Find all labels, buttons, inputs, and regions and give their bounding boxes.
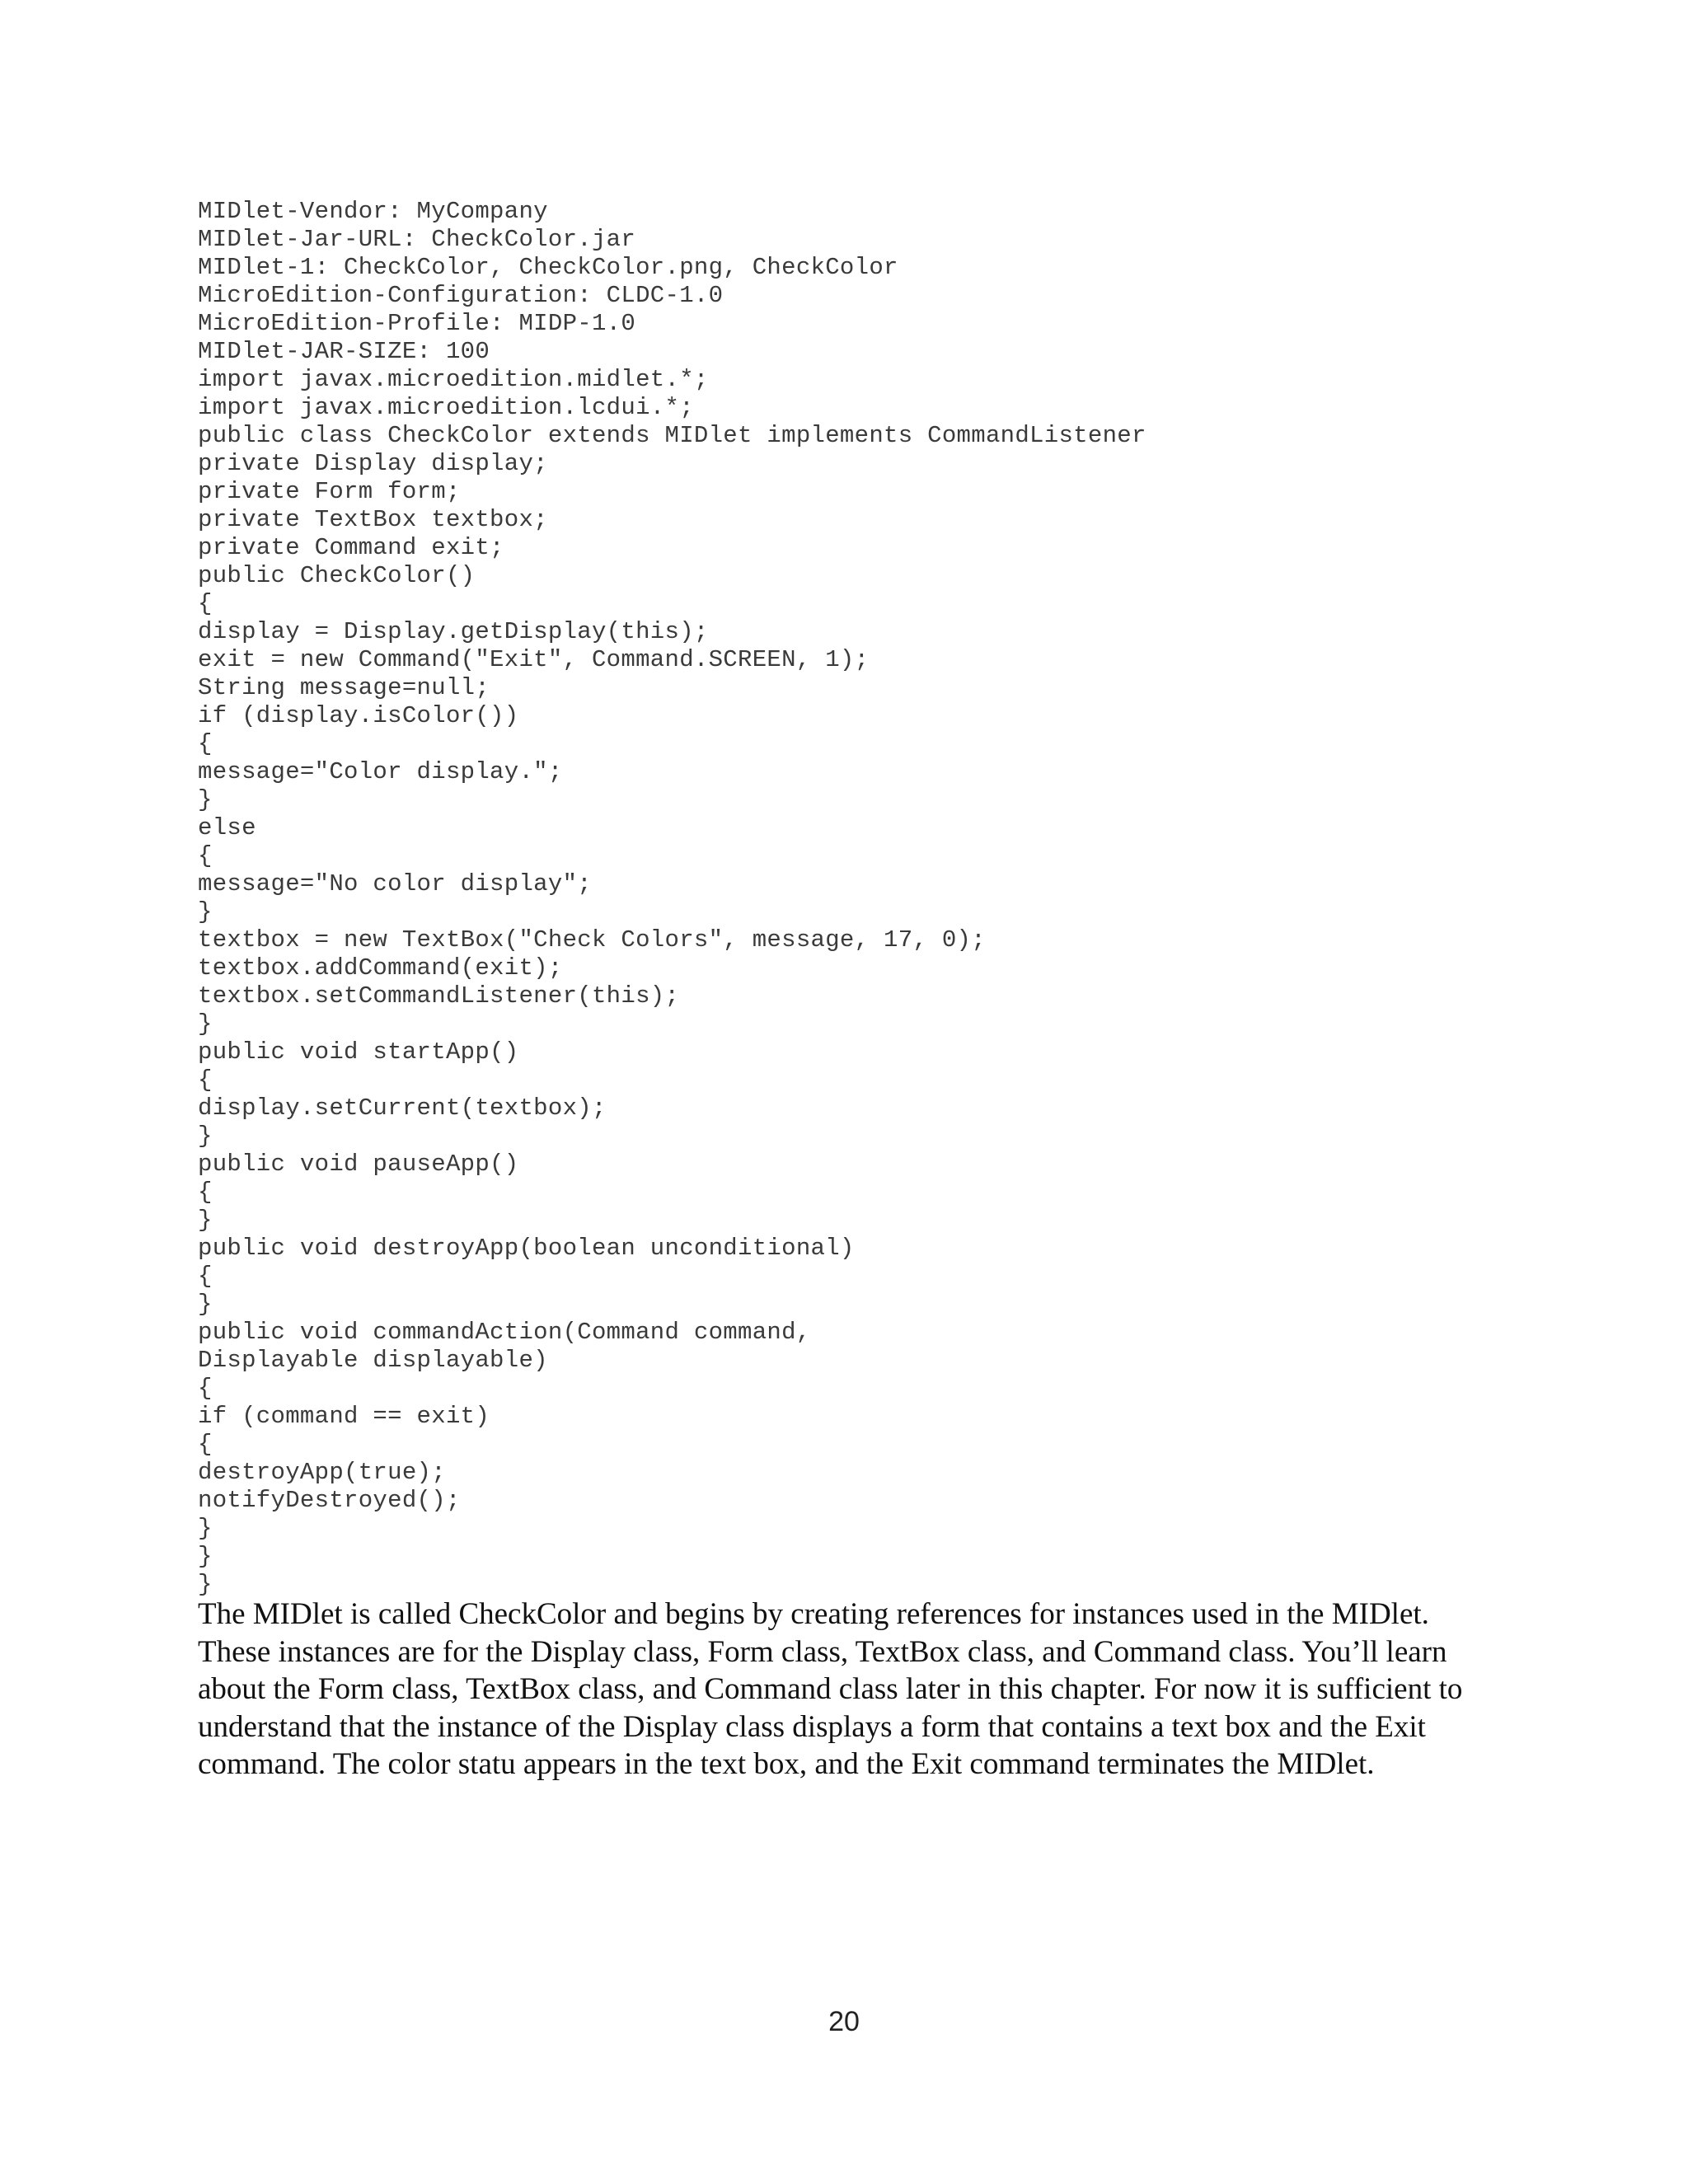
code-line: private Form form; xyxy=(198,478,461,505)
code-line: public void pauseApp() xyxy=(198,1151,519,1178)
code-line: { xyxy=(198,1179,213,1206)
code-line: MIDlet-JAR-SIZE: 100 xyxy=(198,338,490,365)
code-line: textbox.setCommandListener(this); xyxy=(198,982,680,1010)
code-line: { xyxy=(198,842,213,869)
code-line: { xyxy=(198,1263,213,1290)
code-line: public void commandAction(Command command, xyxy=(198,1319,811,1346)
code-line: } xyxy=(198,1207,213,1234)
code-line: } xyxy=(198,1010,213,1038)
code-line: message="Color display."; xyxy=(198,758,563,785)
code-line: } xyxy=(198,1122,213,1150)
code-line: exit = new Command("Exit", Command.SCREEN, 1); xyxy=(198,646,870,673)
code-line: private Display display; xyxy=(198,450,548,477)
code-line: { xyxy=(198,1066,213,1094)
code-line: } xyxy=(198,1543,213,1570)
code-line: public CheckColor() xyxy=(198,562,476,589)
code-line: public void startApp() xyxy=(198,1038,519,1066)
code-line: private Command exit; xyxy=(198,534,504,561)
code-line: textbox = new TextBox("Check Colors", message, 17, 0); xyxy=(198,926,986,954)
code-line: } xyxy=(198,786,213,813)
code-line: display.setCurrent(textbox); xyxy=(198,1094,607,1122)
code-line: } xyxy=(198,1571,213,1598)
code-line: else xyxy=(198,814,256,841)
code-line: message="No color display"; xyxy=(198,870,592,898)
code-line: if (command == exit) xyxy=(198,1403,490,1430)
code-line: { xyxy=(198,1431,213,1458)
body-paragraph: The MIDlet is called CheckColor and begins by creating references for instances used in the MIDlet. These instances are for the Display class, Form class, TextBox class, and Command class. You’ll learn about the Form class, TextBox class, and Command class later in this chapter. For now it is sufficient to understand that the instance of the Display class displays a form that contains a text box and the Exit command. The color statu appears in the text box, and the Exit command terminates the MIDlet. xyxy=(198,1597,1463,1781)
code-line: import javax.microedition.lcdui.*; xyxy=(198,394,694,421)
code-line: String message=null; xyxy=(198,674,490,701)
code-line: MIDlet-Jar-URL: CheckColor.jar xyxy=(198,226,636,253)
code-line: MicroEdition-Profile: MIDP-1.0 xyxy=(198,310,636,337)
code-line: display = Display.getDisplay(this); xyxy=(198,618,709,645)
code-line: destroyApp(true); xyxy=(198,1459,446,1486)
code-line: MicroEdition-Configuration: CLDC-1.0 xyxy=(198,282,724,309)
code-line: textbox.addCommand(exit); xyxy=(198,954,563,982)
code-line: MIDlet-1: CheckColor, CheckColor.png, CheckColor xyxy=(198,254,898,281)
code-line: import javax.microedition.midlet.*; xyxy=(198,366,709,393)
code-line: } xyxy=(198,898,213,926)
code-line: } xyxy=(198,1291,213,1318)
code-line: public void destroyApp(boolean unconditional) xyxy=(198,1235,855,1262)
page-number: 20 xyxy=(828,2006,860,2037)
code-line: { xyxy=(198,730,213,757)
code-line: Displayable displayable) xyxy=(198,1347,548,1374)
code-line: { xyxy=(198,590,213,617)
code-line: if (display.isColor()) xyxy=(198,702,519,729)
code-line: public class CheckColor extends MIDlet implements CommandListener xyxy=(198,422,1146,449)
code-line: { xyxy=(198,1375,213,1402)
code-line: private TextBox textbox; xyxy=(198,506,548,533)
code-line: notifyDestroyed(); xyxy=(198,1487,461,1514)
code-line: } xyxy=(198,1515,213,1542)
code-line: MIDlet-Vendor: MyCompany xyxy=(198,198,548,225)
code-listing xyxy=(198,198,1599,1599)
